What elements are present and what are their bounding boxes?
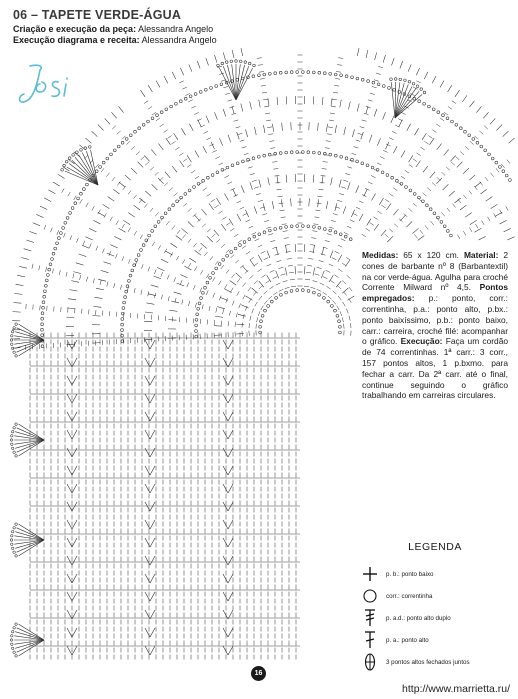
execucao-label: Execução: bbox=[400, 336, 443, 347]
signature bbox=[16, 60, 76, 110]
treble-crochet-icon bbox=[360, 630, 380, 650]
execucao-text: Faça um cordão de 74 correntinhas. 1ª carr.: 3 corr., 157 pontos altos, 1 p.bxmo. para fechar a carr. Da 2ª carr. até o final, continue seguindo o gráfico trabalhando em carreiras circulares. bbox=[362, 336, 509, 401]
header bbox=[13, 8, 343, 46]
credit-creation bbox=[13, 24, 343, 35]
credit-diagram-label: Execução diagrama e receita: bbox=[13, 35, 140, 45]
material-text: 2 cones de barbante nº 8 (Barbantextil) na cor verde-água. Agulha para croché Corrente Milward nº 4,5. bbox=[362, 250, 509, 293]
double-crochet-icon bbox=[360, 608, 380, 628]
pontos-text: p.: ponto, corr.: correntinha, p.a.: ponto alto, p.bx.: ponto baixíssimo, p.b.: ponto baixo, carr.: carreira, croché filé: acompanhar o gráfico. bbox=[362, 293, 508, 347]
plus-icon bbox=[360, 564, 380, 584]
watermark: http://www.marrietta.ru/ bbox=[402, 683, 510, 695]
material-label: Material: bbox=[463, 250, 499, 260]
legend bbox=[360, 541, 510, 673]
medidas-text: 65 x 120 cm. bbox=[403, 250, 460, 260]
legend-item bbox=[360, 607, 510, 629]
legend-label: corr.: correntinha bbox=[386, 592, 433, 600]
legend-label: p. a.: ponto alto bbox=[386, 636, 429, 644]
circle-icon bbox=[360, 586, 380, 606]
credit-diagram bbox=[13, 35, 343, 46]
cluster-icon bbox=[360, 652, 380, 672]
credit-creation-value: Alessandra Angelo bbox=[138, 24, 214, 34]
credit-creation-label: Criação e execução da peça: bbox=[13, 24, 137, 34]
instructions bbox=[362, 250, 508, 401]
legend-item bbox=[360, 629, 510, 651]
legend-item bbox=[360, 651, 510, 673]
legend-label: p. a.d.: ponto alto duplo bbox=[386, 614, 451, 622]
legend-title: LEGENDA bbox=[408, 541, 462, 553]
pontos-label: Pontos empregados: bbox=[362, 282, 508, 304]
medidas-label: Medidas: bbox=[362, 250, 399, 260]
credit-diagram-value: Alessandra Angelo bbox=[141, 35, 217, 45]
legend-label: p. b.: ponto baixo bbox=[386, 570, 434, 578]
page-title: 06 – TAPETE VERDE-ÁGUA bbox=[13, 8, 182, 22]
legend-item bbox=[360, 585, 510, 607]
legend-label: 3 pontos altos fechados juntos bbox=[386, 658, 470, 666]
page-number: 16 bbox=[251, 666, 266, 681]
legend-item bbox=[360, 563, 510, 585]
